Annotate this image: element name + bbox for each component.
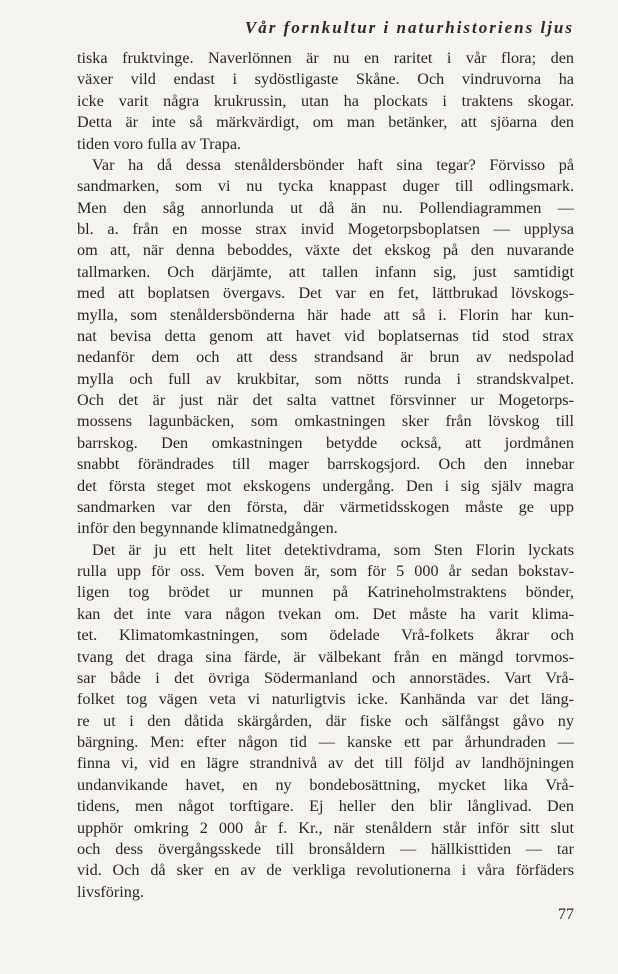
text-line: sandmarken var den första, där värmetidsskogen måste ge upp bbox=[77, 497, 574, 516]
paragraph-1 bbox=[77, 48, 574, 155]
text-line: Men den såg annorlunda ut då än nu. Pollendiagrammen — bbox=[77, 198, 574, 217]
text-line: sandmarken, som vi nu tycka knappast duger till odlingsmark. bbox=[77, 177, 574, 196]
text-line: tiska fruktvinge. Naverlönnen är nu en raritet i vår flora; den bbox=[77, 49, 574, 67]
text-line: Var ha då dessa stenåldersbönder haft sina tegar? Förvisso på bbox=[92, 155, 574, 174]
text-line: sar både i det övriga Södermanland och annorstädes. Vart Vrå- bbox=[77, 668, 574, 687]
paragraph-2 bbox=[77, 155, 574, 540]
running-head: Vår fornkultur i naturhistoriens ljus bbox=[244, 18, 574, 37]
text-line: livsföring. bbox=[77, 882, 144, 901]
text-line: inför den begynnande klimatnedgången. bbox=[77, 519, 338, 538]
text-line: tiden voro fulla av Trapa. bbox=[77, 134, 242, 153]
text-line: mylla, som stenåldersbönderna här hade att så i. Florin har kun- bbox=[77, 305, 574, 324]
body-text bbox=[77, 48, 574, 903]
text-line: om att, när denna beboddes, växte det ekskog på den nuvarande bbox=[77, 241, 574, 260]
text-line: upphör omkring 2 000 år f. Kr., när stenåldern står inför sitt slut bbox=[77, 818, 574, 837]
text-line: barrskog. Den omkastningen betydde också, att jordmånen bbox=[77, 433, 574, 452]
text-line: ligen tog brödet ur munnen på Katrineholmstraktens bönder, bbox=[77, 583, 574, 602]
text-line: tidens, men något torftigare. Ej heller den blir långlivad. Den bbox=[77, 797, 574, 816]
text-line: tvang det draga sina färde, är välbekant från en mängd torvmos- bbox=[77, 647, 574, 666]
text-line: re ut i den dåtida skärgården, där fiske och sälfångst gåvo ny bbox=[77, 711, 574, 730]
text-line: icke varit några krukrussin, utan ha plockats i traktens skogar. bbox=[77, 91, 574, 110]
text-line: kan det inte vara någon tvekan om. Det måste ha varit klima- bbox=[77, 604, 574, 623]
text-line: Det är ju ett helt litet detektivdrama, som Sten Florin lyckats bbox=[92, 540, 574, 559]
text-line: bärgning. Men: efter någon tid — kanske ett par århundraden — bbox=[77, 733, 574, 751]
text-line: snabbt förändrades till mager barrskogsjord. Och den innebar bbox=[77, 455, 574, 474]
text-line: nat bevisa detta genom att havet vid boplatsernas tid stod strax bbox=[77, 326, 574, 345]
text-line: tallmarken. Och därjämte, att tallen infann sig, just samtidigt bbox=[77, 262, 574, 281]
text-line: mossens lagunbäcken, som omkastningen sker från lövskog till bbox=[77, 412, 574, 431]
paragraph-3 bbox=[77, 540, 574, 903]
text-line: vid. Och då sker en av de verkliga revolutionerna i våra förfäders bbox=[77, 861, 574, 880]
text-line: Och det är just när det salta vattnet försvinner ur Mogetorps- bbox=[77, 391, 574, 409]
text-line: tet. Klimatomkastningen, som ödelade Vrå-folkets åkrar och bbox=[77, 626, 574, 645]
text-line: växer vild endast i sydöstligaste Skåne. Och vindruvorna ha bbox=[77, 70, 574, 89]
text-line: med att boplatsen övergavs. Det var en fet, lättbrukad lövskogs- bbox=[77, 284, 574, 303]
text-line: mylla och full av krukbitar, som nötts runda i strandskvalpet. bbox=[77, 369, 574, 388]
text-line: bl. a. från en mosse strax invid Mogetorpsboplatsen — upplysa bbox=[77, 220, 574, 238]
text-line: folket tog vägen veta vi naturligtvis icke. Kanhända var det läng- bbox=[77, 690, 574, 709]
text-line: och dess övergångsskede till bronsåldern — hällkisttiden — tar bbox=[77, 839, 574, 858]
page-number: 77 bbox=[558, 906, 574, 923]
text-line: finna vi, vid en lägre strandnivå av det till följd av landhöjningen bbox=[77, 754, 574, 773]
text-line: nedanför dem och att dess strandsand är brun av nedspolad bbox=[77, 348, 574, 367]
text-line: rulla upp för oss. Vem boven är, som för 5 000 år sedan bokstav- bbox=[77, 562, 574, 580]
text-line: Detta är inte så märkvärdigt, om man betänker, att sjöarna den bbox=[77, 113, 574, 132]
text-line: det första steget mot ekskogens undergång. Den i sig själv magra bbox=[77, 476, 574, 495]
text-line: undanvikande havet, en ny bondebosättning, mycket lika Vrå- bbox=[77, 775, 574, 794]
